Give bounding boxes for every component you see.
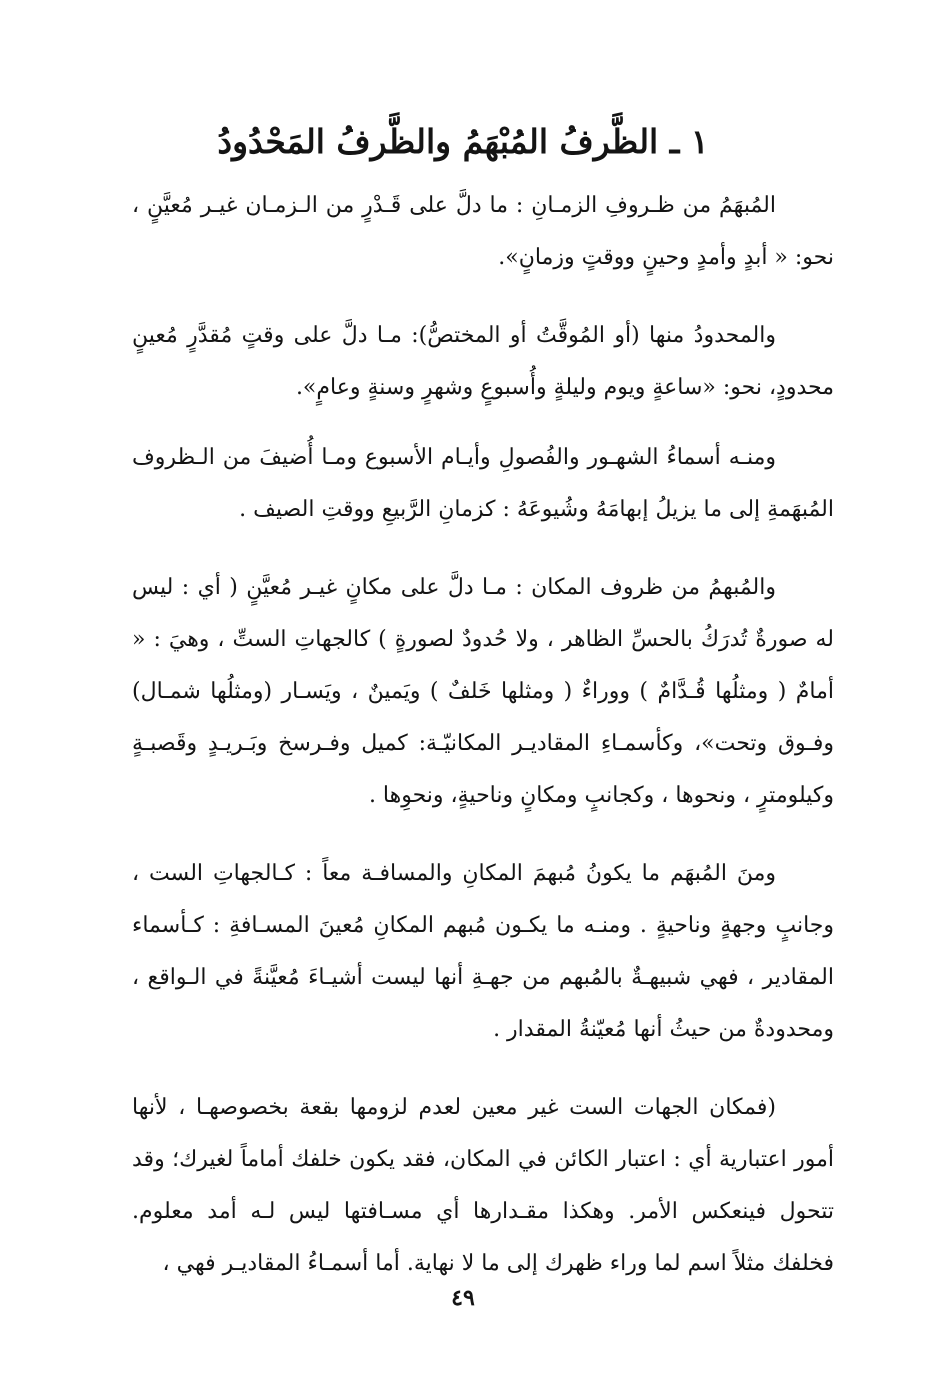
section-title: ١ ـ الظَّرفُ المُبْهَمُ والظَّرفُ المَحْدُودُ bbox=[217, 122, 709, 161]
paragraph-place-distance: ومنَ المُبهَم ما يكونُ مُبهمَ المكانِ والمسافـة معاً : كـالجهاتِ الست ، وجانبٍ وجهةٍ وناحيةٍ . ومنـه ما يكـون مُبهم المكانِ مُعينَ المسـافةِ : كـأسماء المقادير ، فهي شبيهـةٌ بالمُبهم من جهـةِ أنها ليست أشيـاءَ مُعيَّنةً في الـواقع ، ومحدودةٌ من حيثُ أنها مُعيّنةُ المقدار . bbox=[132, 861, 834, 1042]
page-number: ٤٩ bbox=[451, 1285, 475, 1311]
body-text bbox=[132, 180, 834, 1290]
paragraph-month-names: ومنـه أسماءُ الشهـور والفُصولِ وأيـام الأسبوع ومـا أُضيفَ من الـظروف المُبهَمةِ إلى ما يزيلُ إبهامَهُ وشُيوعَهُ : كزمانِ الرَّبيعِ ووقتِ الصيف . bbox=[132, 445, 834, 522]
paragraph-note: (فمكان الجهات الست غير معين لعدم لزومها بقعة بخصوصهـا ، لأنها أمور اعتبارية أي : اعتبار الكائن في المكان، فقد يكون خلفك أماماً لغيرك؛ وقد تتحول فينعكس الأمر. وهكذا مقـدارها أي مسـافتها ليس لـه أمد معلوم. فخلفك مثلاً اسم لما وراء ظهرك إلى ما لا نهاية. أما أسمـاءُ المقاديـر فهي ، bbox=[132, 1095, 834, 1276]
paragraph-limited-time: والمحدودُ منها (أو المُوقَّتُ أو المختصُّ): مـا دلَّ على وقتٍ مُقدَّرٍ مُعينٍ محدودٍ، نحو: «ساعةٍ ويوم وليلةٍ وأُسبوعٍ وشهرٍ وسنةٍ وعامٍ». bbox=[132, 323, 834, 400]
paragraph-vague-place: والمُبهمُ من ظروف المكان : مـا دلَّ على مكانٍ غيـر مُعيَّنٍ ( أي : ليس له صورةٌ تُدرَكُ بالحسِّ الظاهر ، ولا حُدودٌ لصورةٍ ) كالجهاتِ الستِّ ، وهيَ : « أمامٌ ( ومثلُها قُـدَّامٌ ) ووراءٌ ( ومثلها خَلفٌ ) ويَمينٌ ، ويَسـار (ومثلُها شمـال) وفـوق وتحت»، وكأسمـاءِ المقاديـر المكانيّـة: كميل وفـرسخ وبَـريـدٍ وقَصبـةٍ وكيلومترٍ ، ونحوها ، وكجانبٍ ومكانٍ وناحيةٍ، ونحوِها . bbox=[132, 575, 834, 808]
paragraph-vague-time: المُبهَمُ من ظـروفِ الزمـانِ : ما دلَّ على قَـدْرٍ من الـزمـان غيـر مُعيَّنٍ ، نحو: « أبدٍ وأمدٍ وحينٍ ووقتٍ وزمانٍ». bbox=[132, 193, 834, 270]
